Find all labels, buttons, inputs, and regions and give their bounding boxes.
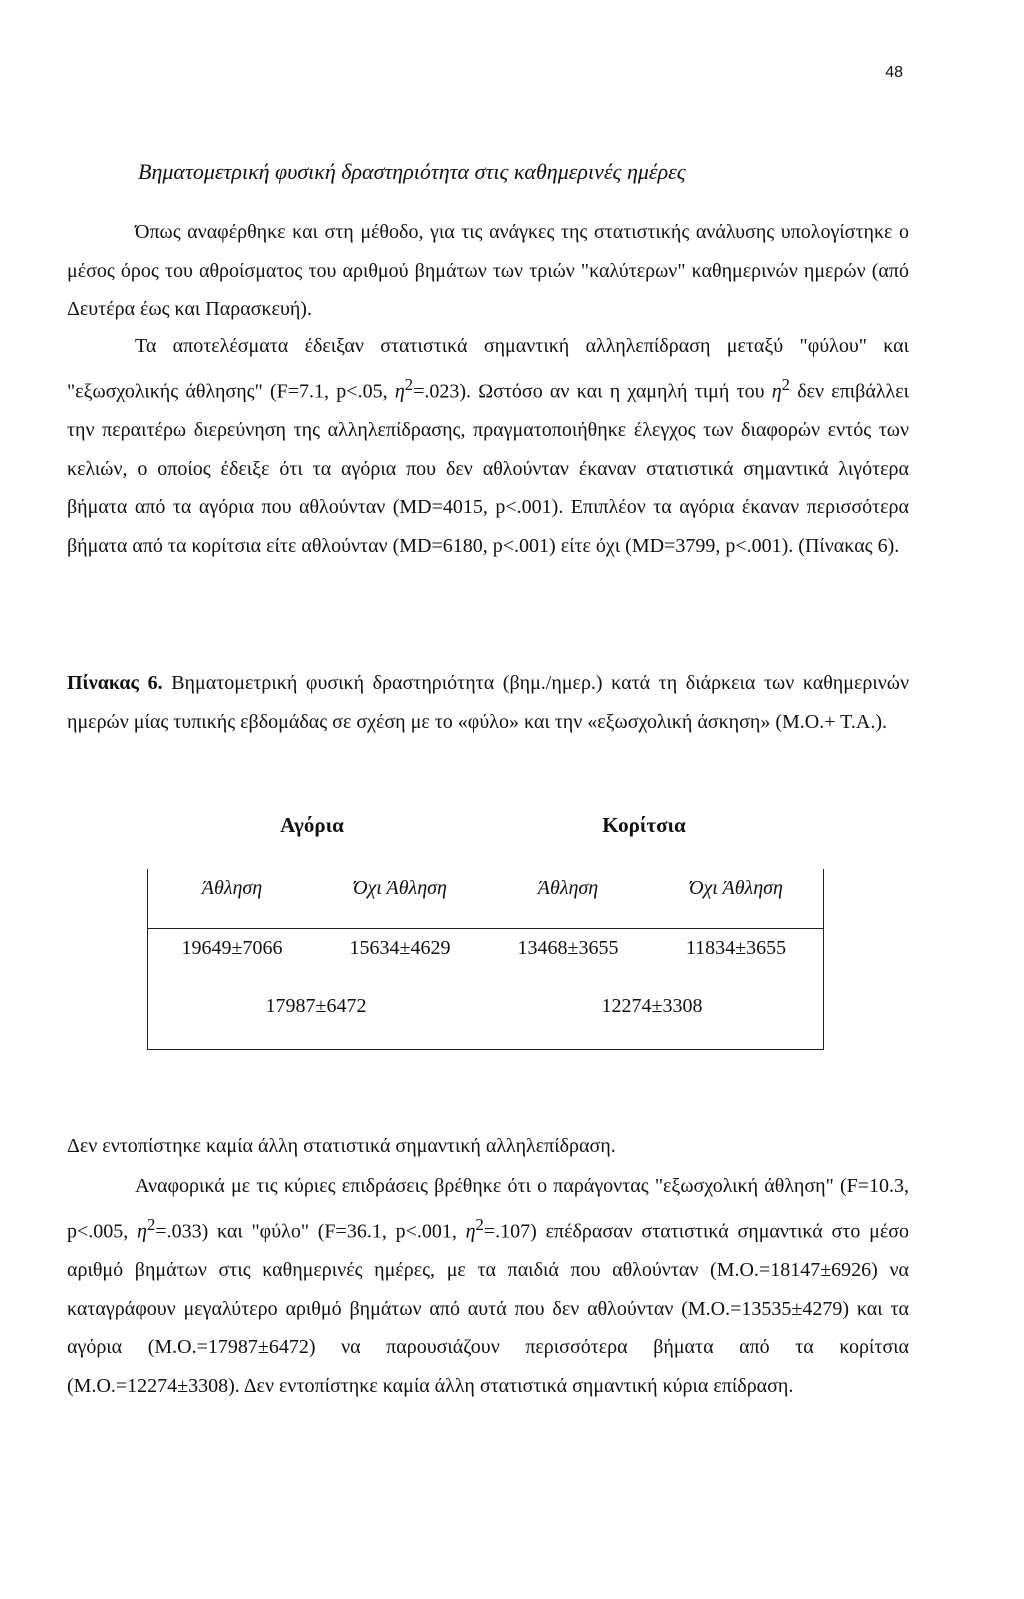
eta-symbol: η [771, 380, 782, 403]
table-header: Άθληση [537, 877, 599, 899]
paragraph-text: =.033) και "φύλο" (F=36.1, p<.001, [155, 1220, 466, 1243]
paragraph-interaction [67, 327, 909, 566]
page-number: 48 [885, 64, 903, 81]
paragraph-text: Αναφορικά με τις κύριες επιδράσεις βρέθηκε ότι ο παράγοντας "εξωσχολική άθληση" (F=10.3, p<.005, [67, 1175, 909, 1243]
eta-symbol: η [394, 380, 405, 403]
table-header: Όχι Άθληση [689, 877, 783, 899]
table-cell: 13468±3655 [517, 937, 619, 959]
superscript: 2 [781, 374, 790, 394]
eta-symbol: η [137, 1220, 147, 1243]
section-heading: Βηματομετρική φυσική δραστηριότητα στις καθημερινές ημέρες [138, 159, 686, 184]
superscript: 2 [146, 1214, 156, 1234]
table-caption [67, 664, 909, 742]
table-cell: 19649±7066 [181, 937, 283, 959]
paragraph-text: =.107) επέδρασαν στατιστικά σημαντικά στο μέσο αριθμό βημάτων στις καθημερινές ημέρες, με τα παιδιά που αθλούνταν (Μ.Ο.=18147±6926) να καταγράφουν μεγαλύτερο αριθμό βημάτων από αυτά που δεν αθλούνταν (Μ.Ο.=13535±4279) και τα αγόρια (Μ.Ο.=17987±6472) να παρουσιάζουν περισσότερα βήματα από τα κορίτσια (Μ.Ο.=12274±3308). Δεν εντοπίστηκε καμία άλλη στατιστικά σημαντική κύρια επίδραση. [67, 1220, 910, 1398]
table-divider [148, 928, 823, 929]
superscript: 2 [475, 1214, 484, 1234]
paragraph-no-interaction [67, 1127, 909, 1166]
table-header: Όχι Άθληση [353, 877, 447, 899]
table-caption-label: Πίνακας 6. [67, 672, 163, 694]
table-cell: 15634±4629 [349, 937, 451, 959]
table-group-mean-girls: 12274±3308 [601, 995, 703, 1017]
table-header: Άθληση [201, 877, 263, 899]
paragraph-text: Δεν εντοπίστηκε καμία άλλη στατιστικά σημαντική αλληλεπίδραση. [67, 1135, 616, 1157]
table-caption-text: Βηματομετρική φυσική δραστηριότητα (βημ./ημερ.) κατά τη διάρκεια των καθημερινών ημερών μίας τυπικής εβδομάδας σε σχέση με το «φύλο» και την «εξωσχολική άσκηση» (Μ.Ο.+ Τ.Α.). [67, 672, 909, 733]
eta-symbol: η [465, 1220, 476, 1243]
paragraph-method [67, 213, 909, 329]
results-table [147, 869, 824, 1050]
table-group-girls: Κορίτσια [602, 813, 686, 837]
paragraph-text: Τα αποτελέσματα έδειξαν στατιστικά σημαντική αλληλεπίδραση μεταξύ "φύλου" και "εξωσχολικής άθλησης" (F=7.1, p<.05, [67, 335, 909, 403]
table-group-boys: Αγόρια [280, 813, 344, 837]
table-group-mean-boys: 17987±6472 [265, 995, 367, 1017]
table-cell: 11834±3655 [685, 937, 787, 959]
paragraph-text: δεν επιβάλλει την περαιτέρω διερεύνηση της αλληλεπίδρασης, πραγματοποιήθηκε έλεγχος των διαφορών εντός των κελιών, ο οποίος έδειξε ότι τα αγόρια που δεν αθλούνταν έκαναν στατιστικά σημαντικά λιγότερα βήματα από τα αγόρια που αθλούνταν (MD=4015, p<.001). Επιπλέον τα αγόρια έκαναν περισσότερα βήματα από τα κορίτσια είτε αθλούνταν (MD=6180, p<.001) είτε όχι (MD=3799, p<.001). (Πίνακας 6). [67, 380, 910, 558]
paragraph-main-effects [67, 1167, 909, 1406]
paragraph-text: =.023). Ωστόσο αν και η χαμηλή τιμή του [413, 380, 772, 403]
superscript: 2 [404, 374, 414, 394]
paragraph-text: Όπως αναφέρθηκε και στη μέθοδο, για τις ανάγκες της στατιστικής ανάλυσης υπολογίστηκε ο μέσος όρος του αθροίσματος του αριθμού βημάτων των τριών "καλύτερων" καθημερινών ημερών (από Δευτέρα έως και Παρασκευή). [67, 221, 909, 321]
